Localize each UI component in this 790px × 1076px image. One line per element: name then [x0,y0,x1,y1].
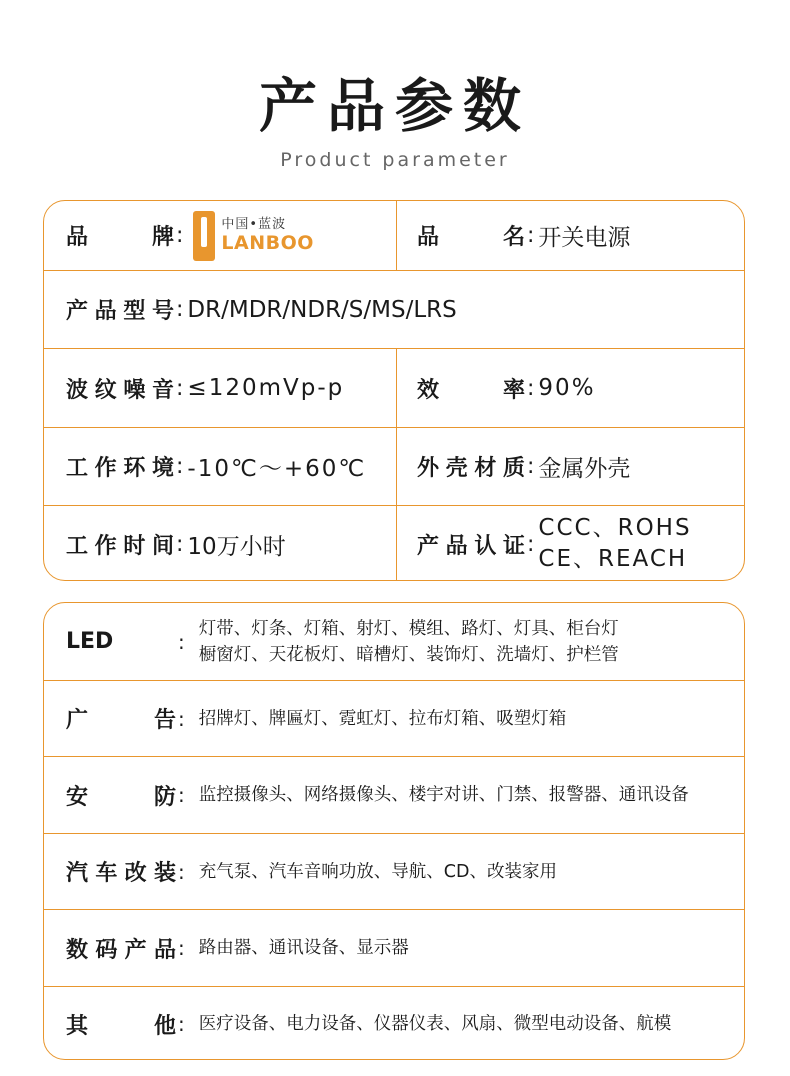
colon: : [176,531,184,557]
application-label: LED [66,629,114,654]
efficiency-label: 效率 [417,377,525,403]
application-row [44,756,744,833]
logo-cn-text: 中国•蓝波 [221,217,287,232]
time-cell [44,506,396,581]
name-value: 开关电源 [538,225,631,251]
param-row-model [44,270,744,348]
application-row [44,909,744,986]
application-line-2: 橱窗灯、天花板灯、暗槽灯、装饰灯、洗墙灯、护栏管 [198,644,619,665]
efficiency-value: 90% [538,375,596,401]
application-value: 医疗设备、电力设备、仪器仪表、风扇、微型电动设备、航模 [198,1014,672,1034]
name-label: 品名 [417,225,525,250]
colon: : [178,1012,185,1036]
colon: : [178,706,185,731]
colon: : [178,936,185,960]
lanboo-logo-mark-icon [193,211,215,261]
brand-label: 品牌 [66,225,174,250]
lanboo-logo [193,211,314,261]
brand-cell [44,201,396,270]
environment-value: -10℃～+60℃ [187,456,367,482]
application-label: 广告 [66,708,176,733]
colon: : [527,531,535,557]
colon: : [176,375,184,401]
application-value: 监控摄像头、网络摄像头、楼宇对讲、门禁、报警器、通讯设备 [198,785,689,805]
shell-value: 金属外壳 [538,456,631,482]
colon: : [178,783,185,807]
ripple-label: 波纹噪音 [66,377,174,403]
page-subtitle: Product parameter [280,149,510,171]
application-row [44,680,744,756]
param-row-brand [44,201,744,270]
param-row-environment [44,427,744,505]
page-title: 产品参数 [258,72,531,140]
certification-line-2: CE、REACH [538,546,688,572]
colon: : [176,454,184,479]
efficiency-cell [396,349,745,427]
certification-cell [396,506,745,581]
colon: : [178,859,185,884]
param-row-ripple [44,348,744,427]
certification-label: 产品认证 [417,533,525,559]
application-value: 路由器、通讯设备、显示器 [198,938,409,958]
certification-line-1: CCC、ROHS [538,515,692,541]
shell-label: 外壳材质 [417,456,525,481]
time-label: 工作时间 [66,533,174,559]
applications-table [43,602,745,1060]
colon: : [527,454,535,479]
colon: : [527,223,535,248]
colon: : [176,223,184,248]
application-value: 充气泵、汽车音响功放、导航、CD、改装家用 [198,861,557,882]
application-line-1: 灯带、灯条、灯箱、射灯、模组、路灯、灯具、柜台灯 [198,618,619,639]
shell-cell [396,428,745,505]
model-cell [44,271,744,348]
ripple-value: ≤120mVp-p [187,375,345,401]
application-label: 汽车改装 [66,861,176,886]
application-label: 其他 [66,1013,176,1039]
colon: : [178,629,185,654]
model-value: DR/MDR/NDR/S/MS/LRS [187,296,457,323]
application-value: 招牌灯、牌匾灯、霓虹灯、拉布灯箱、吸塑灯箱 [198,708,567,729]
application-row [44,986,744,1060]
parameter-table [43,200,745,581]
ripple-cell [44,349,396,427]
colon: : [527,375,535,401]
application-row [44,603,744,680]
application-value [199,616,619,668]
certification-value [538,513,691,575]
logo-en-text: LANBOO [221,232,314,254]
model-label: 产品型号 [66,299,174,324]
application-label: 数码产品 [66,937,176,963]
application-label: 安防 [66,784,176,810]
time-value: 10万小时 [187,533,286,560]
environment-label: 工作环境 [66,456,174,481]
environment-cell [44,428,396,505]
name-cell [396,201,745,270]
param-row-time [44,505,744,581]
colon: : [176,297,184,322]
application-row [44,833,744,909]
